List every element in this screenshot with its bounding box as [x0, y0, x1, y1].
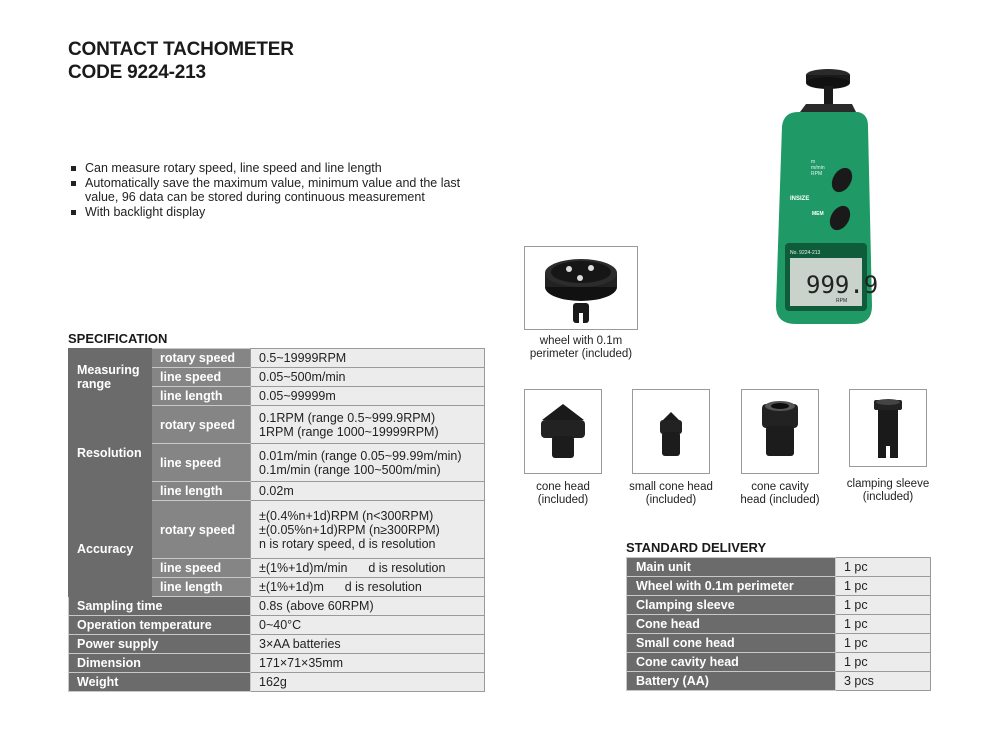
feature-item: Automatically save the maximum value, minimum value and the last value, 96 data can be stored during continuous measurement — [70, 176, 490, 205]
row-label: rotary speed — [152, 501, 251, 559]
small-cone-icon — [633, 390, 709, 473]
item-name: Main unit — [627, 558, 836, 577]
row-value: 0.8s (above 60RPM) — [251, 597, 485, 616]
small-cone-caption — [616, 481, 726, 507]
caption-line: wheel with 0.1m — [539, 335, 623, 347]
table-row — [627, 653, 931, 672]
row-label: Operation temperature — [69, 616, 251, 635]
row-label: Weight — [69, 673, 251, 692]
caption-line: cone head — [536, 481, 590, 493]
item-qty: 3 pcs — [836, 672, 931, 691]
row-label: Power supply — [69, 635, 251, 654]
value-line: 0.1RPM (range 0.5~999.9RPM) — [259, 410, 436, 425]
clamping-sleeve-caption — [838, 478, 938, 504]
caption-line: (included) — [862, 491, 914, 503]
caption-line: cone cavity — [751, 481, 809, 493]
clamping-sleeve-image — [849, 389, 927, 467]
specification-table — [68, 348, 485, 692]
item-name: Cone head — [627, 615, 836, 634]
row-value: 0.5~19999RPM — [251, 349, 485, 368]
feature-item: With backlight display — [70, 205, 490, 220]
row-value: 171×71×35mm — [251, 654, 485, 673]
mem-label: MEM — [812, 211, 824, 217]
row-label: line length — [152, 387, 251, 406]
item-qty: 1 pc — [836, 596, 931, 615]
title-line-2: CODE 9224-213 — [68, 62, 206, 83]
mode-label-rpm: RPM — [811, 171, 823, 177]
caption-line: (included) — [537, 494, 589, 506]
table-row — [627, 672, 931, 691]
row-value: ±(1%+1d)m d is resolution — [251, 578, 485, 597]
group-label: Measuring range — [69, 349, 152, 406]
title-line-1: CONTACT TACHOMETER — [68, 39, 294, 60]
brand-logo: INSIZE — [790, 196, 810, 202]
tachometer-icon — [760, 66, 880, 328]
specification-heading: SPECIFICATION — [68, 331, 168, 346]
row-label: line speed — [152, 559, 251, 578]
row-label: Dimension — [69, 654, 251, 673]
mode-label-m: m — [811, 159, 816, 165]
table-row — [627, 634, 931, 653]
table-row — [627, 596, 931, 615]
caption-line: clamping sleeve — [846, 478, 930, 490]
wheel-icon — [525, 247, 637, 329]
cone-head-icon — [525, 390, 601, 473]
row-value: 162g — [251, 673, 485, 692]
tachometer-image — [760, 66, 880, 328]
row-label: line length — [152, 578, 251, 597]
display-reading: 999.9 — [806, 271, 879, 299]
row-value: 0.05~99999m — [251, 387, 485, 406]
model-label: No. 9224-213 — [790, 250, 821, 256]
row-value: ±(1%+1d)m/min d is resolution — [251, 559, 485, 578]
table-row — [627, 558, 931, 577]
item-name: Wheel with 0.1m perimeter — [627, 577, 836, 596]
row-label: rotary speed — [152, 349, 251, 368]
table-row — [69, 406, 485, 444]
cone-cavity-caption — [726, 481, 834, 507]
caption-line: head (included) — [740, 494, 820, 506]
row-label: line speed — [152, 368, 251, 387]
group-label: Accuracy — [69, 501, 152, 597]
table-row — [69, 673, 485, 692]
value-line: 1RPM (range 1000~19999RPM) — [259, 424, 439, 439]
wheel-caption — [514, 335, 648, 361]
item-qty: 1 pc — [836, 615, 931, 634]
delivery-heading: STANDARD DELIVERY — [626, 540, 767, 555]
row-value: 3×AA batteries — [251, 635, 485, 654]
table-row — [69, 654, 485, 673]
item-name: Clamping sleeve — [627, 596, 836, 615]
row-value — [251, 501, 485, 559]
table-row — [69, 597, 485, 616]
table-row — [627, 577, 931, 596]
row-label: line speed — [152, 444, 251, 482]
item-name: Small cone head — [627, 634, 836, 653]
table-row — [69, 501, 485, 559]
delivery-table — [626, 557, 931, 691]
caption-line: perimeter (included) — [529, 348, 633, 360]
row-value: 0~40°C — [251, 616, 485, 635]
row-value — [251, 444, 485, 482]
item-qty: 1 pc — [836, 653, 931, 672]
value-line: 0.01m/min (range 0.05~99.99m/min) — [259, 448, 462, 463]
row-value: 0.02m — [251, 482, 485, 501]
value-line: 0.1m/min (range 100~500m/min) — [259, 462, 441, 477]
row-label: rotary speed — [152, 406, 251, 444]
row-label: Sampling time — [69, 597, 251, 616]
table-row — [69, 635, 485, 654]
row-value: 0.05~500m/min — [251, 368, 485, 387]
item-name: Cone cavity head — [627, 653, 836, 672]
cone-head-caption — [513, 481, 613, 507]
feature-list — [70, 161, 490, 219]
feature-item: Can measure rotary speed, line speed and line length — [70, 161, 490, 176]
item-name: Battery (AA) — [627, 672, 836, 691]
value-line: n is rotary speed, d is resolution — [259, 536, 436, 551]
table-row — [627, 615, 931, 634]
table-row — [69, 349, 485, 368]
item-qty: 1 pc — [836, 558, 931, 577]
caption-line: (included) — [645, 494, 697, 506]
wheel-image — [524, 246, 638, 330]
value-line: ±(0.05%n+1d)RPM (n≥300RPM) — [259, 522, 440, 537]
group-label: Resolution — [69, 406, 152, 501]
clamping-sleeve-icon — [850, 390, 926, 466]
row-value — [251, 406, 485, 444]
item-qty: 1 pc — [836, 634, 931, 653]
small-cone-image — [632, 389, 710, 474]
product-title — [68, 38, 294, 84]
caption-line: small cone head — [629, 481, 713, 493]
mode-label-mmin: m/min — [811, 165, 825, 171]
cone-cavity-icon — [742, 390, 818, 473]
table-row — [69, 616, 485, 635]
cone-head-image — [524, 389, 602, 474]
cone-cavity-image — [741, 389, 819, 474]
display-unit: RPM — [836, 298, 848, 304]
item-qty: 1 pc — [836, 577, 931, 596]
row-label: line length — [152, 482, 251, 501]
value-line: ±(0.4%n+1d)RPM (n<300RPM) — [259, 508, 434, 523]
